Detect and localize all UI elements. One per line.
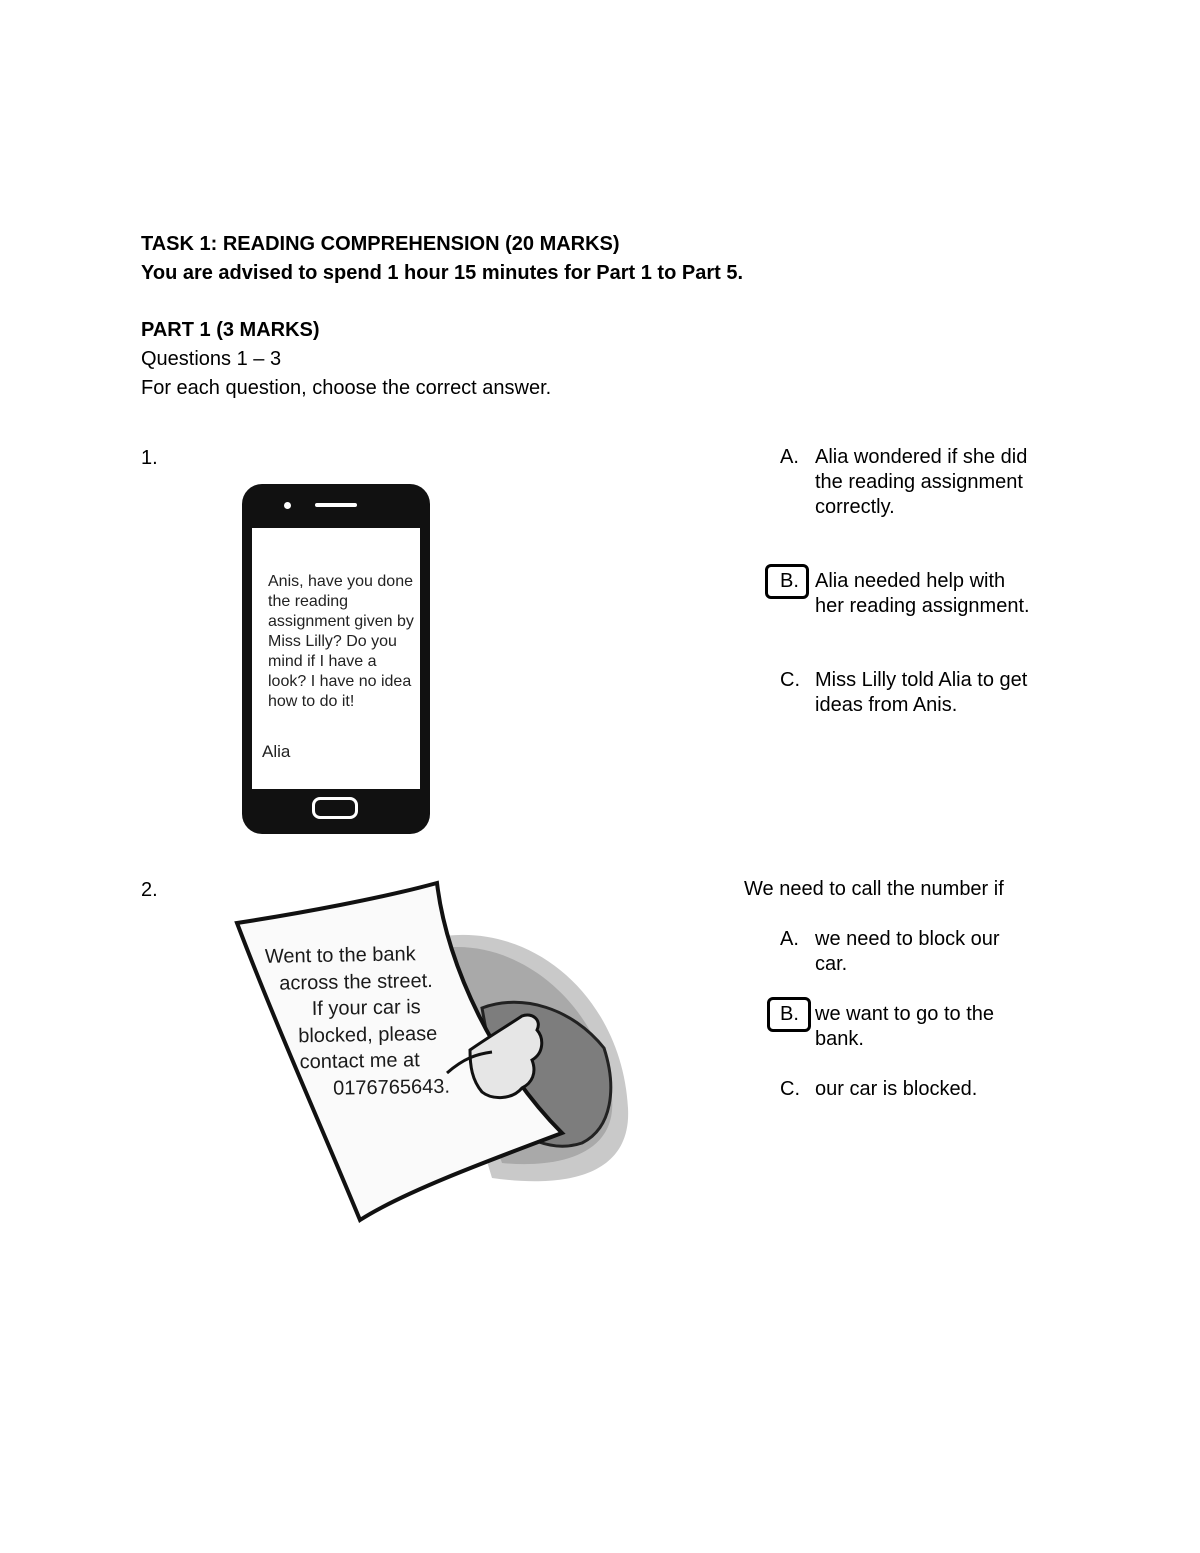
note-line: blocked, please: [298, 1022, 438, 1047]
q2-option-b[interactable]: [780, 1002, 1040, 1057]
q2-option-a[interactable]: [780, 927, 1040, 982]
option-letter: A.: [780, 928, 799, 950]
option-text: Alia wondered if she did the reading assignment correctly.: [815, 446, 1028, 518]
task-title: TASK 1: READING COMPREHENSION (20 MARKS): [141, 233, 620, 255]
part-title: PART 1 (3 MARKS): [141, 319, 320, 341]
q2-option-c[interactable]: [780, 1077, 1040, 1107]
question-2-number: 2.: [141, 879, 158, 901]
option-letter: B.: [780, 570, 799, 592]
q1-option-b[interactable]: [780, 569, 1040, 649]
option-text: we want to go to the bank.: [815, 1003, 995, 1050]
phone-illustration: [242, 484, 430, 834]
option-letter: C.: [780, 669, 800, 691]
note-line: contact me at: [299, 1049, 420, 1074]
note-line: across the street.: [279, 969, 433, 995]
home-button-icon: [312, 797, 358, 819]
question-1-number: 1.: [141, 447, 158, 469]
note-line: 0176765643.: [332, 1075, 451, 1100]
option-letter: C.: [780, 1078, 800, 1100]
note-line: If your car is: [311, 996, 421, 1021]
option-text: we need to block our car.: [815, 928, 1000, 975]
q1-option-c[interactable]: [780, 668, 1040, 723]
q2-stem: We need to call the number if: [744, 878, 1004, 900]
option-letter: A.: [780, 446, 799, 468]
note-illustration: [232, 878, 672, 1268]
note-line: Went to the bank: [264, 943, 416, 968]
phone-speaker: [315, 503, 357, 507]
note-text: [261, 940, 484, 1103]
text-message: Anis, have you done the reading assignment given by Miss Lilly? Do you mind if I have a look? I have no idea how to do it!: [268, 573, 414, 710]
questions-range: Questions 1 – 3: [141, 348, 282, 370]
phone-screen: [252, 528, 420, 789]
option-text: our car is blocked.: [815, 1078, 978, 1100]
task-advice: You are advised to spend 1 hour 15 minutes for Part 1 to Part 5.: [141, 262, 744, 284]
q1-option-a[interactable]: [780, 445, 1040, 525]
option-text: Alia needed help with her reading assignment.: [815, 570, 1030, 617]
instruction: For each question, choose the correct answer.: [141, 377, 552, 399]
option-text: Miss Lilly told Alia to get ideas from Anis.: [815, 669, 1028, 716]
camera-dot: [284, 502, 291, 509]
option-letter: B.: [780, 1003, 799, 1025]
message-signature: Alia: [262, 742, 291, 761]
